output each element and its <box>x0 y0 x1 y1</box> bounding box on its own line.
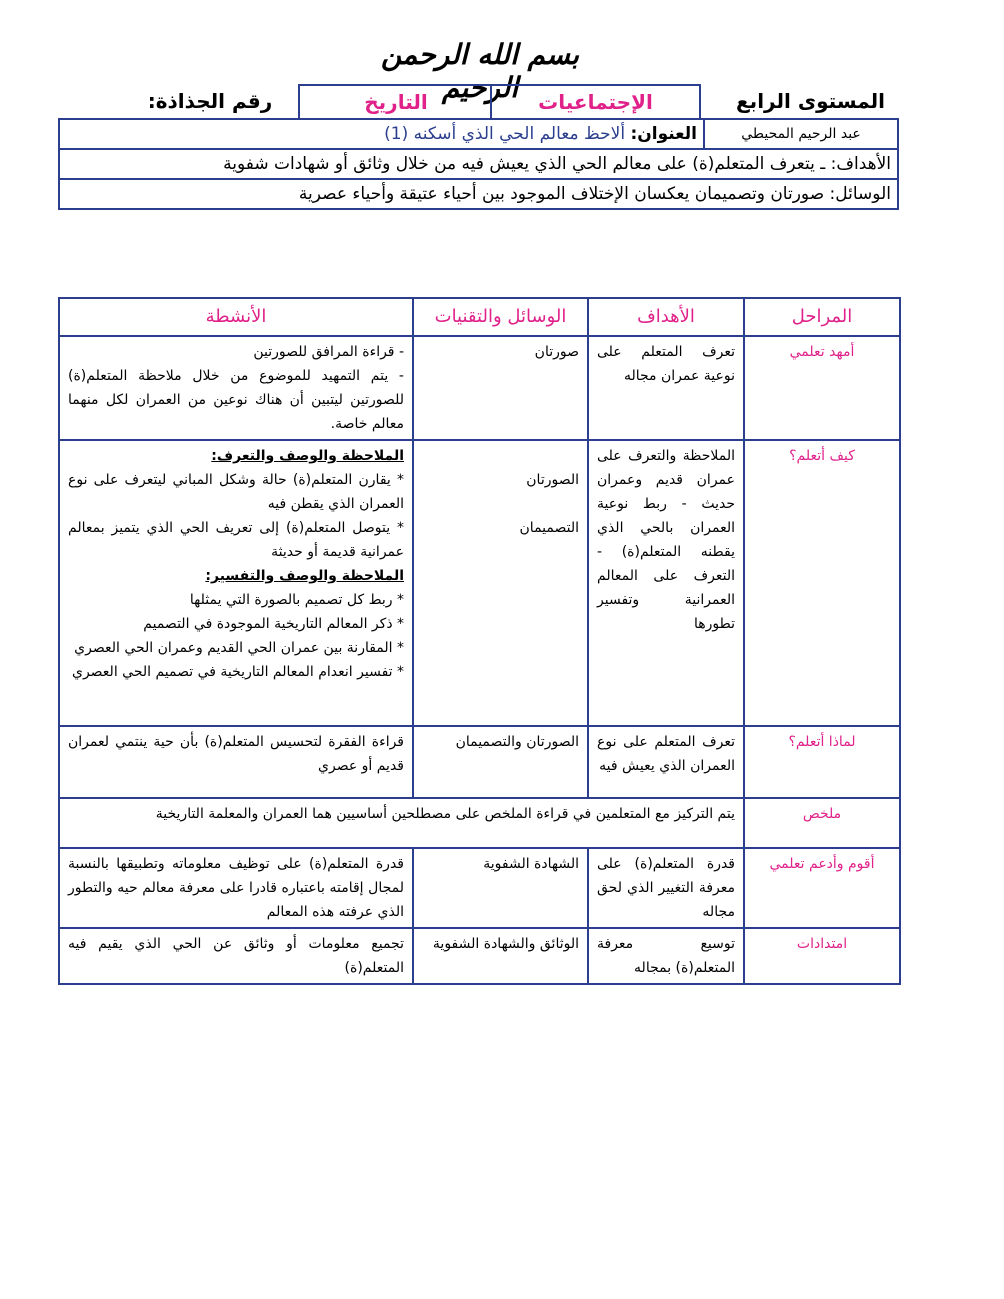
author-name: عبد الرحيم المحيطي <box>704 119 898 149</box>
header-tools: الوسائل والتقنيات <box>413 298 588 336</box>
activities-cell: قدرة المتعلم(ة) على توظيف معلوماته وتطبيقها بالنسبة لمجال إقامته باعتباره قادرا على معرفة معالم حيه والتطور الذي عرفته هذه المعالم <box>59 848 413 928</box>
activities-cell: تجميع معلومات أو وثائق عن الحي الذي يقيم فيه المتعلم(ة) <box>59 928 413 984</box>
table-row <box>59 848 900 928</box>
level-label: المستوى الرابع <box>736 89 885 113</box>
info-table <box>58 118 899 210</box>
branch-box: التاريخ <box>298 84 492 120</box>
activities-cell <box>59 336 413 440</box>
stage-cell: ملخص <box>744 798 900 848</box>
sheet-number-label: رقم الجذاذة: <box>147 89 273 113</box>
tools-cell: الشهادة الشفوية <box>413 848 588 928</box>
activities-cell <box>59 440 413 726</box>
title-label: العنوان: <box>630 124 697 144</box>
tools-item: التصميمان <box>519 520 579 536</box>
stage-cell: لماذا أتعلم؟ <box>744 726 900 798</box>
activity-heading: الملاحظة والوصف والتعرف: <box>211 448 404 464</box>
goals-line: الأهداف: ـ يتعرف المتعلم(ة) على معالم الحي الذي يعيش فيه من خلال وثائق أو شهادات شفوية <box>59 149 898 179</box>
activity-line: * يتوصل المتعلم(ة) إلى تعريف الحي الذي يتميز بمعالم عمرانية قديمة أو حديثة <box>68 520 404 560</box>
activity-line: * ذكر المعالم التاريخية الموجودة في التصميم <box>143 616 404 632</box>
tools-item: الصورتان <box>526 472 579 488</box>
stage-cell: أقوم وأدعم تعلمي <box>744 848 900 928</box>
header-stages: المراحل <box>744 298 900 336</box>
activity-line: * المقارنة بين عمران الحي القديم وعمران الحي العصري <box>74 640 404 656</box>
goal-cell: تعرف المتعلم على نوع العمران الذي يعيش فيه <box>588 726 744 798</box>
activity-line: - قراءة المرافق للصورتين <box>253 344 404 360</box>
basmala-calligraphy: بسم الله الرحمن الرحيم <box>380 38 580 104</box>
table-row <box>59 798 900 848</box>
activities-cell: قراءة الفقرة لتحسيس المتعلم(ة) بأن حية ينتمي لعمران قديم أو عصري <box>59 726 413 798</box>
lesson-table <box>58 297 901 985</box>
goal-cell: الملاحظة والتعرف على عمران قديم وعمران حديث - ربط نوعية العمران بالحي الذي يقطنه المتعلم(ة) - التعرف على المعالم العمرانية وتفسير تطورها <box>588 440 744 726</box>
goal-cell: توسيع معرفة المتعلم(ة) بمجاله <box>588 928 744 984</box>
means-line: الوسائل: صورتان وتصميمان يعكسان الإختلاف الموجود بين أحياء عتيقة وأحياء عصرية <box>59 179 898 209</box>
activity-line: * تفسير انعدام المعالم التاريخية في تصميم الحي العصري <box>71 664 404 680</box>
tools-cell: الصورتان والتصميمان <box>413 726 588 798</box>
header-goals: الأهداف <box>588 298 744 336</box>
header-row <box>58 84 898 118</box>
tools-cell: صورتان <box>413 336 588 440</box>
stage-cell: امتدادات <box>744 928 900 984</box>
table-row <box>59 928 900 984</box>
goal-cell: قدرة المتعلم(ة) على معرفة التغيير الذي لحق مجاله <box>588 848 744 928</box>
title-cell <box>59 119 704 149</box>
activity-line: * ربط كل تصميم بالصورة التي يمثلها <box>189 592 404 608</box>
stage-cell: أمهد تعلمي <box>744 336 900 440</box>
table-row <box>59 726 900 798</box>
activity-heading: الملاحظة والوصف والتفسير: <box>205 568 404 584</box>
summary-cell: يتم التركيز مع المتعلمين في قراءة الملخص على مصطلحين أساسيين هما العمران والمعلمة التاريخية <box>59 798 744 848</box>
activity-line: * يقارن المتعلم(ة) حالة وشكل المباني ليتعرف على نوع العمران الذي يقطن فيه <box>68 472 404 512</box>
title-value: ألاحظ معالم الحي الذي أسكنه (1) <box>384 124 626 144</box>
table-row <box>59 440 900 726</box>
stage-cell: كيف أتعلم؟ <box>744 440 900 726</box>
tools-cell: الوثائق والشهادة الشفوية <box>413 928 588 984</box>
subject-box: الإجتماعيات <box>490 84 701 120</box>
tools-cell <box>413 440 588 726</box>
activity-line: - يتم التمهيد للموضوع من خلال ملاحظة المتعلم(ة) للصورتين ليتبين أن هناك نوعين من العمران لكل منهما معالم خاصة. <box>68 368 404 432</box>
table-row <box>59 336 900 440</box>
goal-cell: تعرف المتعلم على نوعية عمران مجاله <box>588 336 744 440</box>
header-activities: الأنشطة <box>59 298 413 336</box>
